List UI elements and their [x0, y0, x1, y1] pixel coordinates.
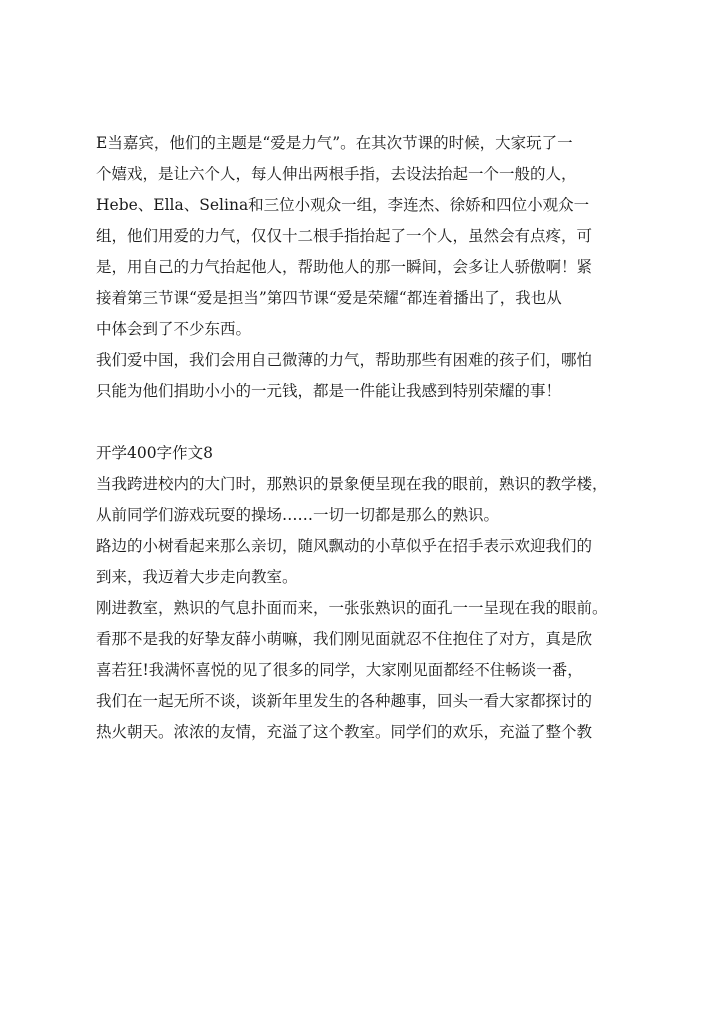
text-line: 热火朝天。浓浓的友情，充溢了这个教室。同学们的欢乐，充溢了整个教 [96, 723, 593, 741]
text-line: 我们在一起无所不谈，谈新年里发生的各种趣事，回头一看大家都探讨的 [96, 692, 593, 710]
text-line: 刚进教室，熟识的气息扑面而来，一张张熟识的面孔一一呈现在我的眼前。 [96, 599, 608, 617]
text-line: 组，他们用爱的力气，仅仅十二根手指抬起了一个人，虽然会有点疼，可 [96, 227, 593, 245]
text-line: 路边的小树看起来那么亲切，随风飘动的小草似乎在招手表示欢迎我们的 [96, 537, 593, 555]
text-line: 中体会到了不少东西。 [96, 320, 252, 338]
text-line: 个嬉戏，是让六个人，每人伸出两根手指，去设法抬起一个一般的人， [96, 165, 577, 183]
document-body [96, 128, 656, 748]
text-line: 到来，我迈着大步走向教室。 [96, 568, 298, 586]
text-line: E当嘉宾，他们的主题是“爱是力气”。在其次节课的时候，大家玩了一 [96, 134, 573, 152]
text-line: 接着第三节课“爱是担当”第四节课“爱是荣耀“都连着播出了，我也从 [96, 289, 562, 307]
text-line: Hebe、Ella、Selina和三位小观众一组，李连杰、徐娇和四位小观众一 [96, 196, 590, 214]
text-line: 喜若狂!我满怀喜悦的见了很多的同学，大家刚见面都经不住畅谈一番， [96, 661, 583, 679]
text-line: 是，用自己的力气抬起他人，帮助他人的那一瞬间，会多让人骄傲啊！紧 [96, 258, 593, 276]
text-line: 只能为他们捐助小小的一元钱，都是一件能让我感到特别荣耀的事！ [96, 382, 562, 400]
paragraph-gap [96, 407, 656, 438]
text-line: 当我跨进校内的大门时，那熟识的景象便呈现在我的眼前，熟识的教学楼， [96, 475, 608, 493]
text-line: 我们爱中国，我们会用自己微薄的力气，帮助那些有困难的孩子们，哪怕 [96, 351, 593, 369]
text-line: 看那不是我的好挚友薛小萌嘛，我们刚见面就忍不住抱住了对方，真是欣 [96, 630, 593, 648]
section-heading: 开学400字作文8 [96, 444, 213, 462]
text-line: 从前同学们游戏玩耍的操场……一切一切都是那么的熟识。 [96, 506, 500, 524]
